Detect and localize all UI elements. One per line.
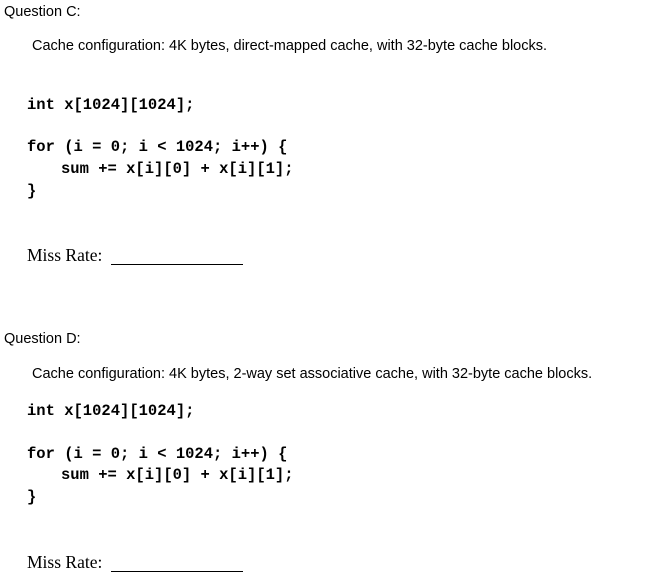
question-c-code-body: sum += x[i][0] + x[i][1]; (61, 160, 294, 178)
question-c-code-decl: int x[1024][1024]; (27, 96, 195, 114)
question-c-config: Cache configuration: 4K bytes, direct-mapped cache, with 32-byte cache blocks. (32, 38, 548, 54)
question-d-miss-rate-blank[interactable] (111, 571, 243, 572)
question-c-miss-rate-label: Miss Rate: (27, 245, 103, 265)
question-c-code-close: } (27, 182, 37, 200)
question-d-code-close: } (27, 488, 37, 506)
question-c-heading: Question C: (4, 4, 81, 20)
question-d-code-decl: int x[1024][1024]; (27, 402, 195, 420)
question-d-code-for: for (i = 0; i < 1024; i++) { (27, 445, 288, 463)
question-c-code-for: for (i = 0; i < 1024; i++) { (27, 138, 288, 156)
question-c-miss-rate-blank[interactable] (111, 264, 243, 265)
question-d-code-body: sum += x[i][0] + x[i][1]; (61, 466, 294, 484)
question-d-heading: Question D: (4, 331, 81, 347)
question-d-config: Cache configuration: 4K bytes, 2-way set associative cache, with 32-byte cache blocks. (32, 366, 593, 382)
question-d-miss-rate-label: Miss Rate: (27, 552, 103, 572)
